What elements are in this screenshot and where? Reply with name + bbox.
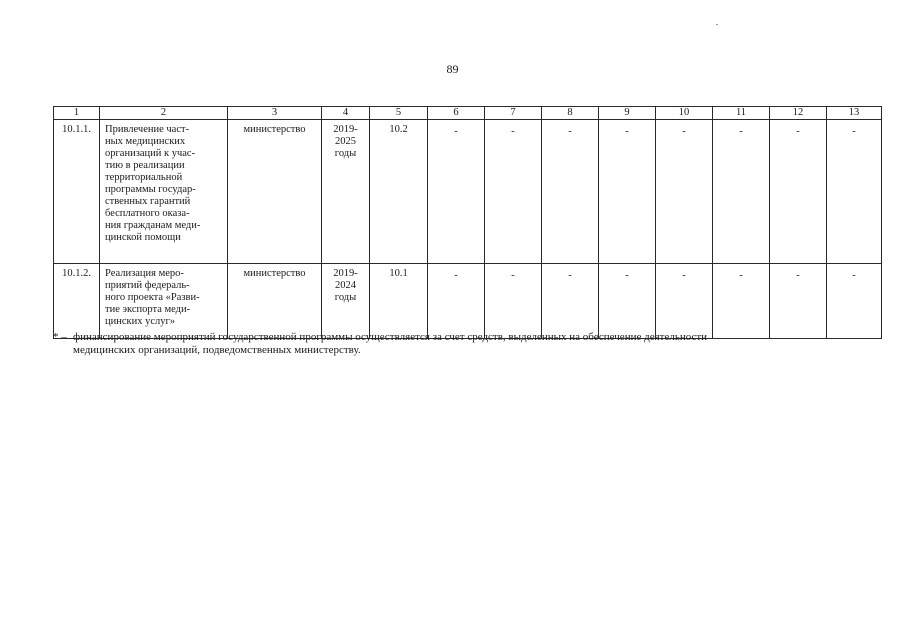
value-cell: - [428,264,485,339]
footnote [53,331,853,357]
page-number: 89 [446,62,459,76]
measure-name-line: цинской помощи [105,232,181,243]
value-cell: - [599,120,656,264]
measure-name-line: тию в реализации [105,160,185,171]
value-cell: - [542,120,599,264]
header-cell: 10 [656,107,713,120]
period-line: годы [334,292,357,303]
header-cell: 7 [485,107,542,120]
measure-name-line: ных медицинских [105,136,186,147]
header-cell: 3 [228,107,322,120]
measure-name-line: территориальной [105,172,183,183]
header-cell: 11 [713,107,770,120]
measure-name-line: программы государ- [105,184,196,195]
value-cell: - [713,264,770,339]
period-line: 2025 [335,136,356,147]
indicator-ref: 10.2 [370,120,428,264]
measure-name [100,120,228,264]
period-line: 2024 [335,280,356,291]
measure-name-line: приятий федераль- [105,280,190,291]
value-cell: - [656,264,713,339]
item-number: 10.1.1. [54,120,100,264]
footnote-line: медицинских организаций, подведомственных министерству. [73,344,361,356]
period [322,120,370,264]
executor: министерство [228,120,322,264]
period-line: 2019- [333,268,358,279]
header-cell: 5 [370,107,428,120]
measure-name-line: организаций к учас- [105,148,196,159]
value-cell: - [485,120,542,264]
measure-name-line: ния гражданам меди- [105,220,201,231]
header-cell: 4 [322,107,370,120]
indicator-ref: 10.1 [370,264,428,339]
value-cell: - [770,120,827,264]
value-cell: - [485,264,542,339]
table-row [54,120,882,264]
header-cell: 12 [770,107,827,120]
footnote-marker: * – [53,331,67,343]
value-cell: - [770,264,827,339]
measure-name-line: тие экспорта меди- [105,304,191,315]
measure-name-line: ного проекта «Разви- [105,292,200,303]
header-cell: 1 [54,107,100,120]
measure-name-line: Привлечение част- [105,124,190,135]
header-cell: 8 [542,107,599,120]
footnote-line: финансирование мероприятий государственной программы осуществляется за счет средств, выделенных на обеспечение деятельности [73,331,708,343]
period-line: годы [334,148,357,159]
header-cell: 13 [827,107,882,120]
measure-name-line: цинских услуг» [105,316,176,327]
header-cell: 2 [100,107,228,120]
value-cell: - [599,264,656,339]
header-cell: 9 [599,107,656,120]
value-cell: - [656,120,713,264]
measure-name-line: ственных гарантий [105,196,191,207]
table-row [54,264,882,339]
measure-name [100,264,228,339]
header-row [54,107,882,120]
period [322,264,370,339]
measure-name-line: Реализация меро- [105,268,184,279]
scan-speck [716,24,718,25]
header-cell: 6 [428,107,485,120]
value-cell: - [713,120,770,264]
measure-name-line: бесплатного оказа- [105,208,190,219]
period-line: 2019- [333,124,358,135]
item-number: 10.1.2. [54,264,100,339]
program-table [53,106,882,339]
value-cell: - [428,120,485,264]
executor: министерство [228,264,322,339]
value-cell: - [542,264,599,339]
value-cell: - [827,120,882,264]
value-cell: - [827,264,882,339]
